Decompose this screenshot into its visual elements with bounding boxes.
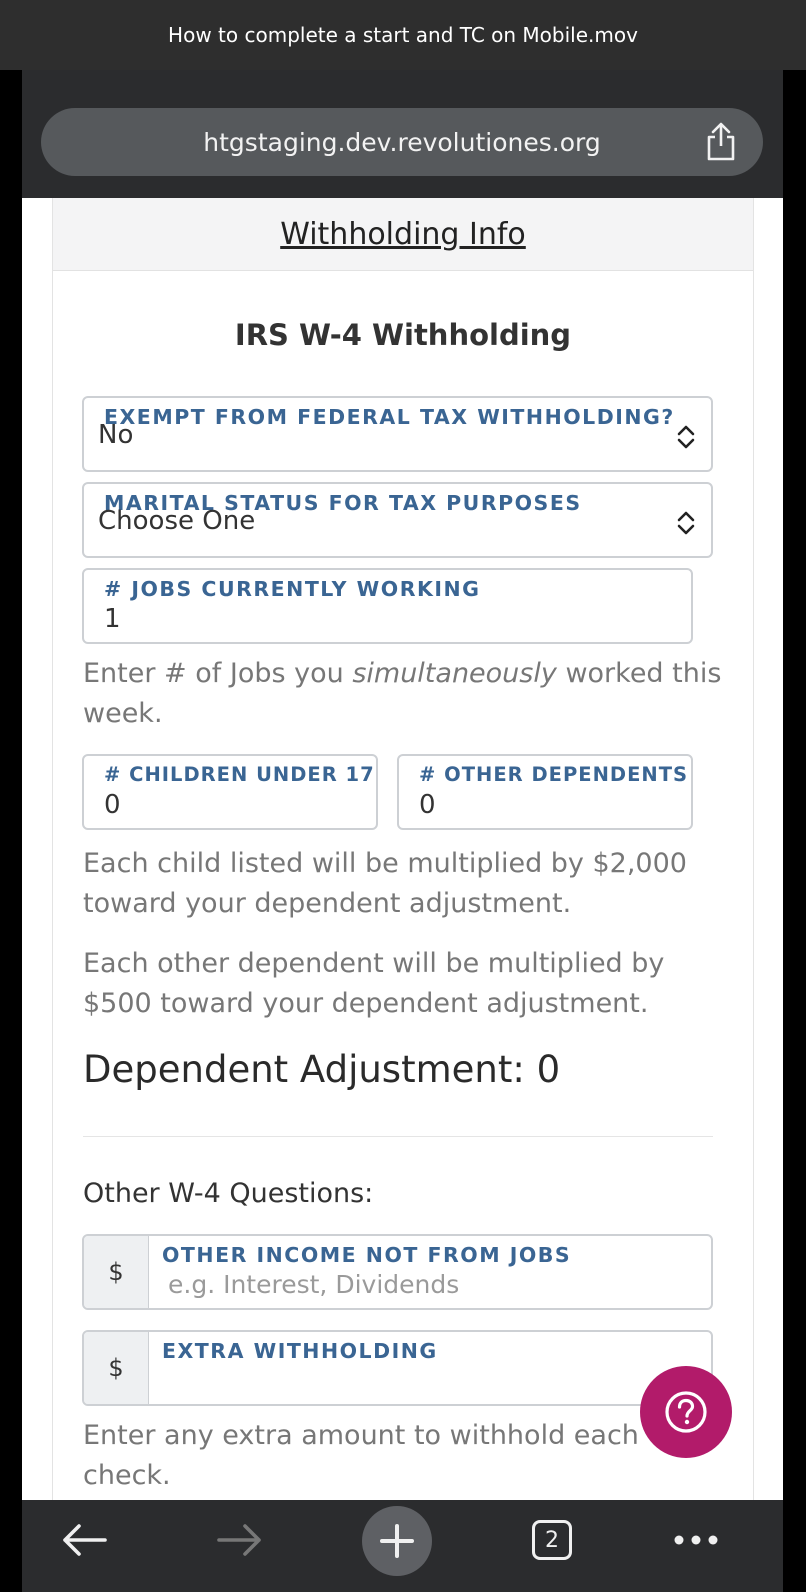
jobs-value: 1	[104, 604, 121, 634]
video-title: How to complete a start and TC on Mobile.mov	[168, 23, 638, 47]
jobs-help-after: worked this week.	[83, 658, 722, 729]
jobs-help-emphasis: simultaneously	[352, 658, 557, 689]
new-tab-button[interactable]	[362, 1506, 432, 1576]
arrow-right-icon	[217, 1523, 263, 1557]
dependent-adjustment: Dependent Adjustment: 0	[83, 1048, 561, 1091]
share-icon[interactable]	[701, 122, 741, 162]
withholding-card	[52, 198, 754, 1500]
back-button[interactable]	[52, 1500, 116, 1580]
jobs-help-before: Enter # of Jobs you	[83, 658, 353, 689]
arrow-left-icon	[61, 1523, 107, 1557]
card-header[interactable]	[53, 198, 753, 271]
more-dots-icon	[674, 1535, 718, 1545]
other-dependents-label: # OTHER DEPENDENTS	[419, 763, 689, 786]
section-title: IRS W-4 Withholding	[234, 318, 572, 352]
tab-count-badge: 2	[532, 1520, 572, 1560]
extra-withholding-help-text: Enter any extra amount to withhold each check.	[83, 1420, 639, 1491]
dollar-addon: $	[84, 1236, 149, 1308]
other-dependents-input[interactable]	[397, 754, 693, 830]
children-value: 0	[104, 790, 121, 820]
other-questions-heading: Other W-4 Questions:	[83, 1178, 374, 1209]
web-page	[22, 198, 783, 1500]
card-header-title[interactable]: Withholding Info	[280, 216, 526, 252]
jobs-help-text	[83, 654, 723, 734]
url-text: htgstaging.dev.revolutiones.org	[203, 127, 601, 157]
jobs-label: # JOBS CURRENTLY WORKING	[104, 577, 481, 601]
other-dependents-value: 0	[419, 790, 436, 820]
tabs-button[interactable]	[526, 1500, 578, 1580]
dollar-addon: $	[84, 1332, 149, 1404]
children-label: # CHILDREN UNDER 17	[104, 763, 375, 786]
marital-value: Choose One	[98, 506, 256, 536]
browser-toolbar	[22, 70, 783, 198]
chevron-updown-icon	[675, 510, 697, 536]
child-help-text: Each child listed will be multiplied by $2,000 toward your dependent adjustment.	[83, 848, 687, 919]
extra-withholding-label: EXTRA WITHHOLDING	[162, 1339, 438, 1363]
other-income-label: OTHER INCOME NOT FROM JOBS	[162, 1243, 572, 1267]
more-menu-button[interactable]	[670, 1500, 722, 1580]
children-input[interactable]	[82, 754, 378, 830]
jobs-input[interactable]	[82, 568, 693, 644]
plus-icon	[379, 1523, 415, 1559]
address-bar[interactable]	[41, 108, 763, 176]
other-income-placeholder[interactable]: e.g. Interest, Dividends	[168, 1270, 460, 1299]
other-income-input-group[interactable]	[82, 1234, 713, 1310]
help-button[interactable]	[640, 1366, 732, 1458]
question-icon	[663, 1389, 709, 1435]
video-title-bar	[0, 0, 806, 70]
browser-bottom-bar	[22, 1500, 783, 1592]
marital-status-select[interactable]	[82, 482, 713, 558]
exempt-label: EXEMPT FROM FEDERAL TAX WITHHOLDING?	[104, 405, 675, 429]
section-divider	[83, 1136, 713, 1137]
marital-label: MARITAL STATUS FOR TAX PURPOSES	[104, 491, 582, 515]
chevron-updown-icon	[675, 424, 697, 450]
exempt-value: No	[98, 420, 134, 450]
forward-button[interactable]	[208, 1500, 272, 1580]
other-dependent-help-text: Each other dependent will be multiplied by $500 toward your dependent adjustment.	[83, 948, 665, 1019]
extra-withholding-input-group[interactable]	[82, 1330, 713, 1406]
exempt-select[interactable]	[82, 396, 713, 472]
